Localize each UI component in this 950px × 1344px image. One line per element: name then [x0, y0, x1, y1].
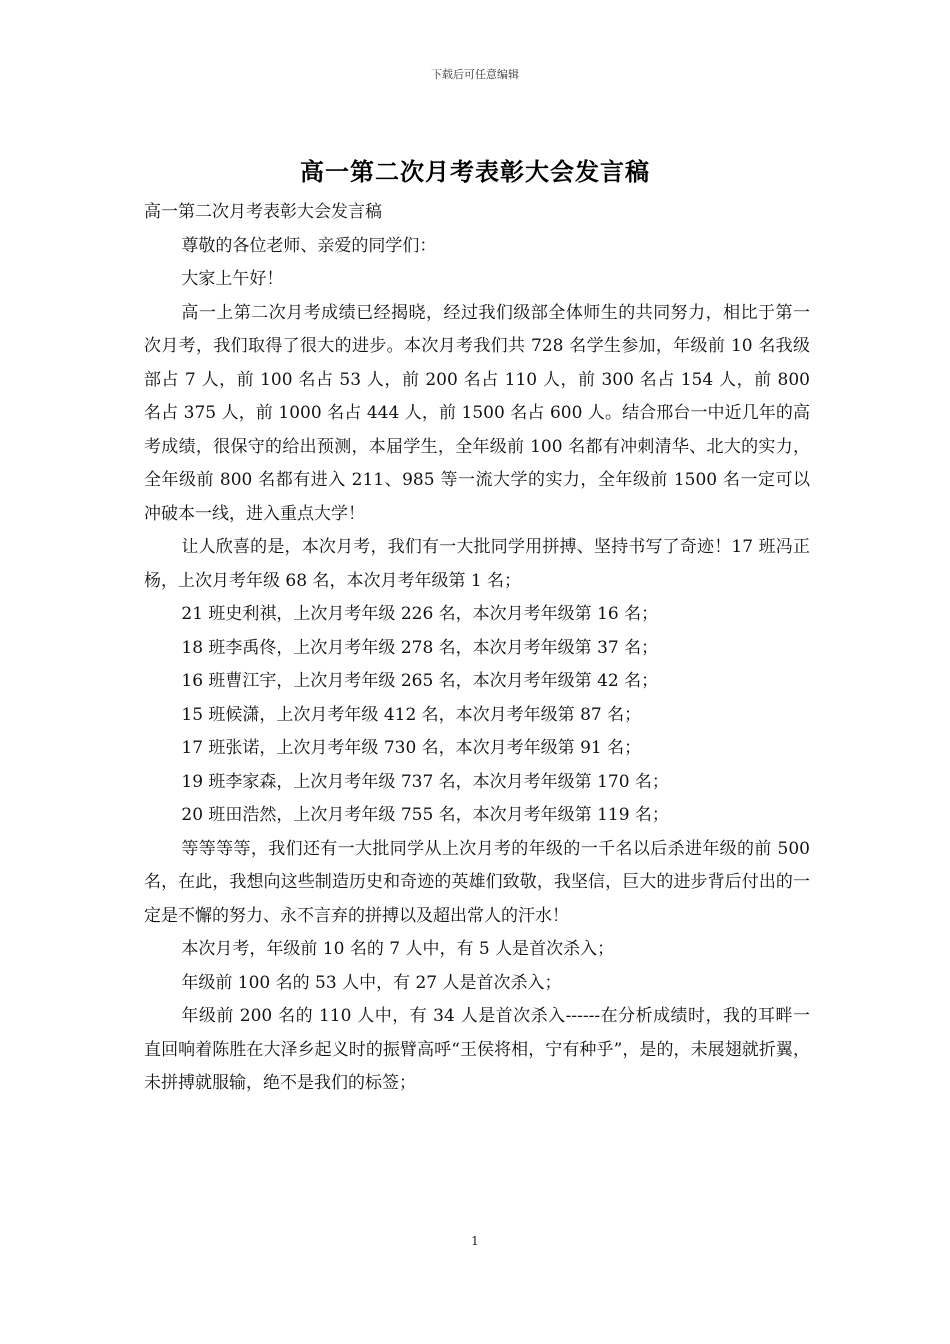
paragraph: 高一第二次月考表彰大会发言稿 [144, 202, 382, 222]
paragraph: 20 班田浩然，上次月考年级 755 名，本次月考年级第 119 名； [181, 805, 669, 825]
paragraph: 21 班史利祺，上次月考年级 226 名，本次月考年级第 16 名； [181, 604, 659, 624]
paragraph: 高一上第二次月考成绩已经揭晓，经过我们级部全体师生的共同努力，相比于第一次月考，我们取得了很大的进步。本次月考我们共 728 名学生参加，年级前 10 名我级部占 7 人，前 100 名占 53 人，前 200 名占 110 人，前 300 名占 154 人，前 800 名占 375 人，前 1000 名占 444 人，前 1500 名占 600 人。结合邢台一中近几年的高考成绩，很保守的给出预测，本届学生，全年级前 100 名都有冲刺清华、北大的实力，全年级前 800 名都有进入 211、985 等一流大学的实力，全年级前 1500 名一定可以冲破本一线，进入重点大学！ [144, 302, 810, 524]
paragraph: 年级前 200 名的 110 人中，有 34 人是首次杀入------在分析成绩时，我的耳畔一直回响着陈胜在大泽乡起义时的振臂高呼“王侯将相，宁有种乎”，是的，未展翅就折翼，未拼搏就服输，绝不是我们的标签； [144, 1006, 810, 1093]
paragraph: 大家上午好！ [181, 269, 284, 289]
paragraph: 17 班张诺，上次月考年级 730 名，本次月考年级第 91 名； [181, 738, 642, 758]
paragraph: 15 班候潇，上次月考年级 412 名，本次月考年级第 87 名； [181, 704, 642, 725]
paragraph: 等等等等，我们还有一大批同学从上次月考的年级的一千名以后杀进年级的前 500 名，在此，我想向这些制造历史和奇迹的英雄们致敬，我坚信，巨大的进步背后付出的一定是不懈的努力、永不言弃的拼搏以及超出常人的汗水！ [144, 838, 810, 926]
paragraph: 让人欣喜的是，本次月考，我们有一大批同学用拼搏、坚持书写了奇迹！17 班冯正杨，上次月考年级 68 名，本次月考年级第 1 名； [144, 537, 810, 591]
paragraph: 年级前 100 名的 53 人中，有 27 人是首次杀入； [181, 972, 562, 993]
paragraph: 18 班李禹佟，上次月考年级 278 名，本次月考年级第 37 名； [181, 637, 659, 658]
page-number: 1 [471, 1234, 479, 1248]
document-title: 高一第二次月考表彰大会发言稿 [300, 157, 650, 186]
paragraph: 本次月考，年级前 10 名的 7 人中，有 5 人是首次杀入； [181, 939, 615, 959]
paragraph: 尊敬的各位老师、亲爱的同学们： [181, 235, 437, 256]
page-header-note: 下载后可任意编辑 [431, 68, 519, 81]
paragraph: 16 班曹江宇，上次月考年级 265 名，本次月考年级第 42 名； [181, 671, 659, 691]
document-body [144, 196, 810, 1101]
paragraph: 19 班李家森，上次月考年级 737 名，本次月考年级第 170 名； [181, 771, 669, 792]
